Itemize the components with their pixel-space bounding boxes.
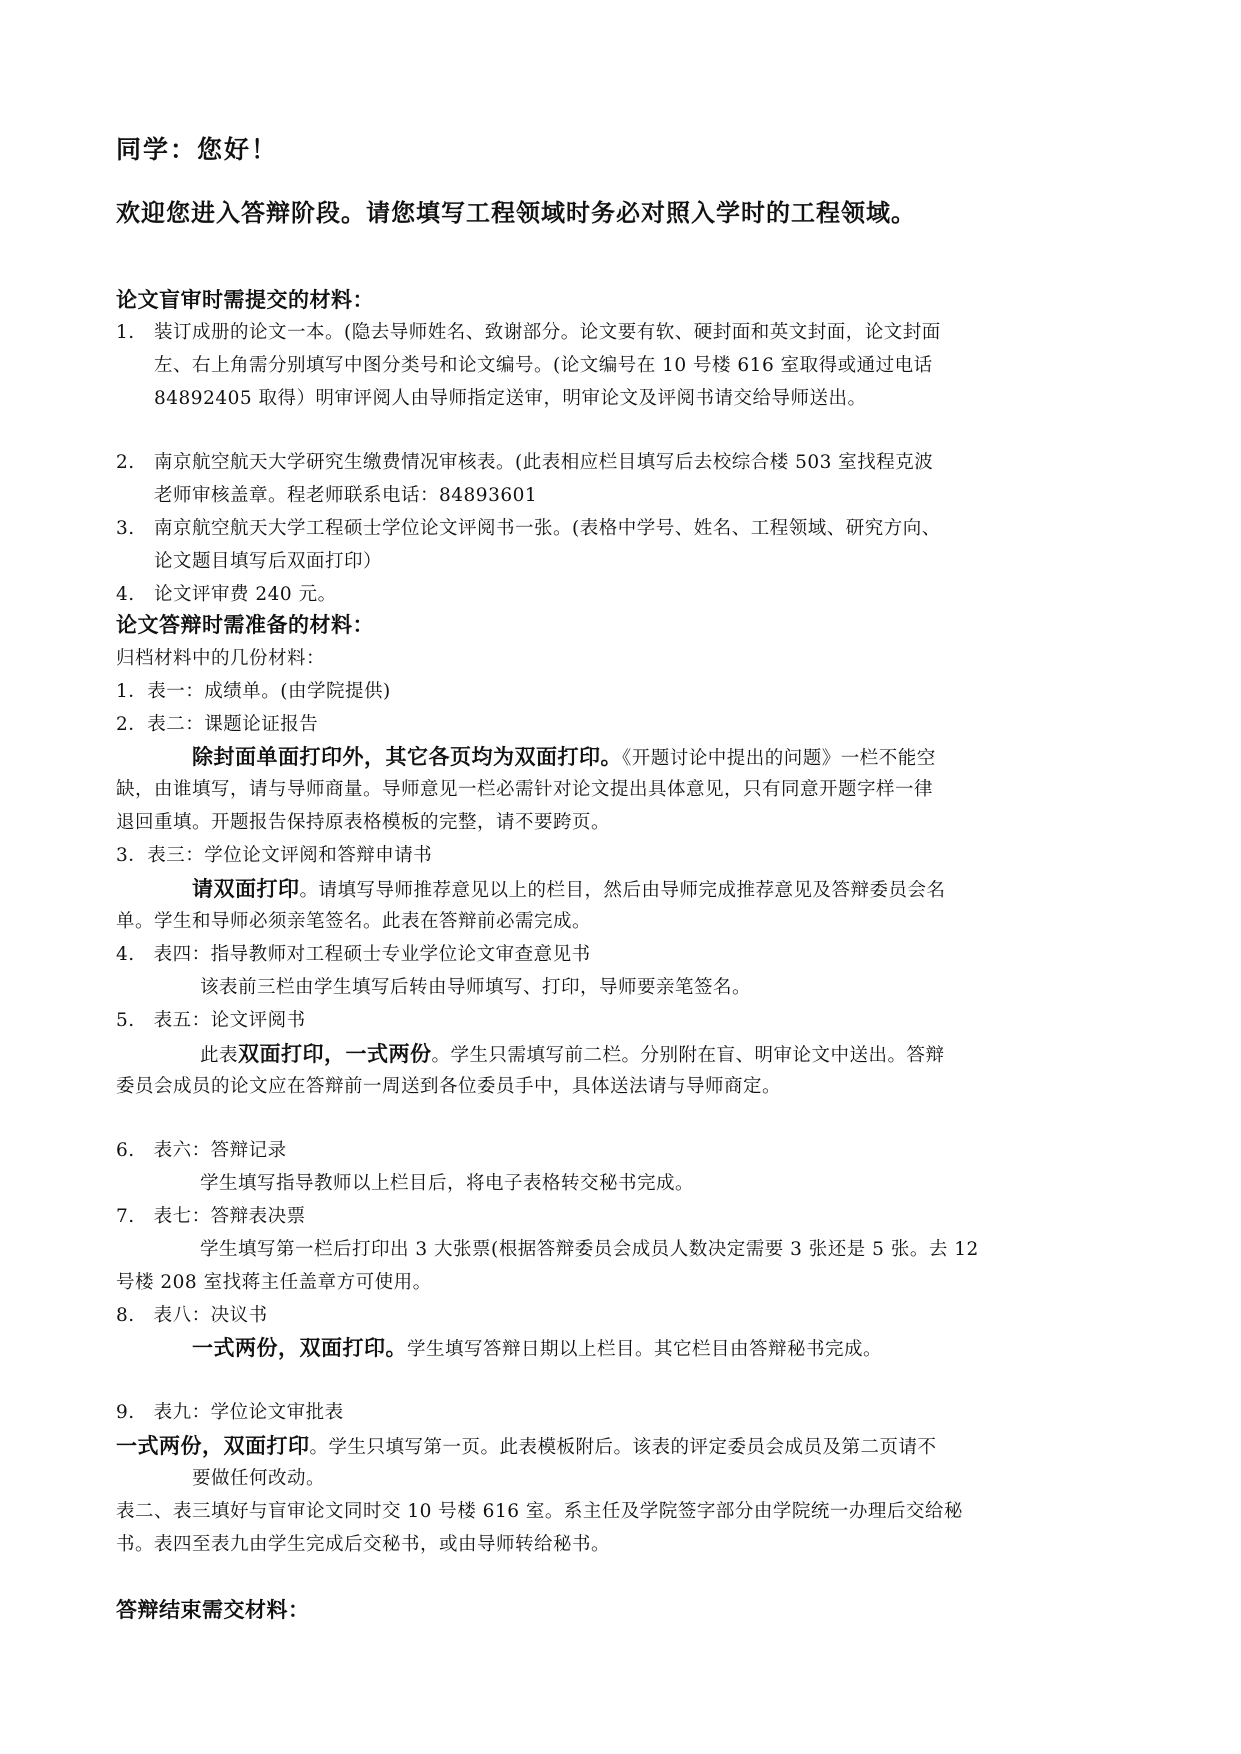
defense-heading: 论文答辩时需准备的材料： — [116, 613, 374, 637]
form-9-title: 9. 表九：学位论文审批表 — [116, 1402, 344, 1423]
form-9-instruction-continued: 要做任何改动。 — [192, 1468, 326, 1489]
form-8-title: 8. 表八：决议书 — [116, 1305, 268, 1326]
form-2-instruction-continued: 缺，由谁填写，请与导师商量。导师意见一栏必需针对论文提出具体意见，只有同意开题字样一律 — [116, 779, 934, 800]
item-text-continued: 论文题目填写后双面打印） — [154, 551, 383, 572]
bold-emphasis: 除封面单面打印外，其它各页均为双面打印。 — [192, 745, 622, 769]
instruction-text: 学生填写答辩日期以上栏目。其它栏目由答辩秘书完成。 — [407, 1339, 883, 1360]
item-number: 1. — [116, 322, 135, 343]
form-6-instruction: 学生填写指导教师以上栏目后，将电子表格转交秘书完成。 — [200, 1173, 695, 1194]
item-text-continued: 老师审核盖章。程老师联系电话：84893601 — [154, 485, 538, 506]
list-item — [116, 518, 941, 540]
form-6-title: 6. 表六：答辩记录 — [116, 1140, 287, 1161]
item-text-continued: 左、右上角需分别填写中图分类号和论文编号。(论文编号在 10 号楼 616 室取得或通过电话 — [154, 355, 933, 376]
form-5-title: 5. 表五：论文评阅书 — [116, 1010, 306, 1031]
form-9-instruction — [116, 1435, 937, 1459]
instruction-text: 。请填写导师推荐意见以上的栏目，然后由导师完成推荐意见及答辩委员会名 — [299, 880, 946, 901]
list-item — [116, 322, 941, 344]
form-7-title: 7. 表七：答辩表决票 — [116, 1206, 306, 1227]
item-number: 3. — [116, 518, 135, 539]
form-4-instruction: 该表前三栏由学生填写后转由导师填写、打印，导师要亲笔签名。 — [200, 977, 752, 998]
submission-note: 表二、表三填好与盲审论文同时交 10 号楼 616 室。系主任及学院签字部分由学院统一办理后交给秘 — [116, 1501, 963, 1522]
form-8-instruction — [192, 1337, 882, 1361]
form-2-instruction-continued: 退回重填。开题报告保持原表格模板的完整，请不要跨页。 — [116, 812, 611, 833]
greeting-heading: 同学：您好！ — [116, 135, 279, 164]
item-text: 南京航空航天大学工程硕士学位论文评阅书一张。(表格中学号、姓名、工程领域、研究方向、 — [154, 518, 941, 539]
instruction-text: 《开题讨论中提出的问题》一栏不能空 — [622, 748, 936, 769]
form-7-instruction-continued: 号楼 208 室找蒋主任盖章方可使用。 — [116, 1272, 432, 1293]
form-3-instruction — [192, 878, 946, 902]
bold-emphasis: 请双面打印 — [192, 877, 300, 901]
item-text: 装订成册的论文一本。(隐去导师姓名、致谢部分。论文要有软、硬封面和英文封面，论文封面 — [154, 322, 941, 343]
item-text: 南京航空航天大学研究生缴费情况审核表。(此表相应栏目填写后去校综合楼 503 室找程克波 — [154, 452, 934, 473]
form-5-instruction-continued: 委员会成员的论文应在答辩前一周送到各位委员手中，具体送法请与导师商定。 — [116, 1076, 782, 1097]
form-5-instruction — [200, 1043, 945, 1067]
form-3-instruction-continued: 单。学生和导师必须亲笔签名。此表在答辩前必需完成。 — [116, 911, 592, 932]
submission-note-continued: 书。表四至表九由学生完成后交秘书，或由导师转给秘书。 — [116, 1534, 611, 1555]
form-2-title: 2．表二：课题论证报告 — [116, 714, 319, 735]
item-text-continued: 84892405 取得）明审评阅人由导师指定送审，明审论文及评阅书请交给导师送出。 — [154, 388, 867, 409]
bold-emphasis: 一式两份，双面打印 — [116, 1434, 310, 1458]
defense-intro: 归档材料中的几份材料： — [116, 648, 326, 669]
bold-emphasis: 一式两份，双面打印。 — [192, 1336, 407, 1360]
instruction-text: 。学生只需填写前二栏。分别附在盲、明审论文中送出。答辩 — [431, 1045, 945, 1066]
list-item — [116, 452, 933, 474]
item-text: 论文评审费 240 元。 — [154, 584, 337, 605]
welcome-heading: 欢迎您进入答辩阶段。请您填写工程领域时务必对照入学时的工程领域。 — [116, 199, 916, 227]
item-number: 4. — [116, 584, 135, 605]
instruction-text: 此表 — [200, 1045, 239, 1066]
bold-emphasis: 双面打印，一式两份 — [238, 1042, 432, 1066]
form-3-title: 3．表三：学位论文评阅和答辩申请书 — [116, 845, 433, 866]
blind-review-heading: 论文盲审时需提交的材料： — [116, 288, 374, 312]
list-item — [116, 584, 337, 606]
form-1-title: 1．表一：成绩单。(由学院提供) — [116, 681, 391, 702]
form-4-title: 4. 表四：指导教师对工程硕士专业学位论文审查意见书 — [116, 944, 591, 965]
form-7-instruction: 学生填写第一栏后打印出 3 大张票(根据答辩委员会成员人数决定需要 3 张还是 5 张。去 12 — [200, 1239, 979, 1260]
instruction-text: 。学生只填写第一页。此表模板附后。该表的评定委员会成员及第二页请不 — [309, 1437, 937, 1458]
form-2-instruction — [192, 746, 936, 770]
after-defense-heading: 答辩结束需交材料： — [116, 1598, 310, 1622]
item-number: 2. — [116, 452, 135, 473]
